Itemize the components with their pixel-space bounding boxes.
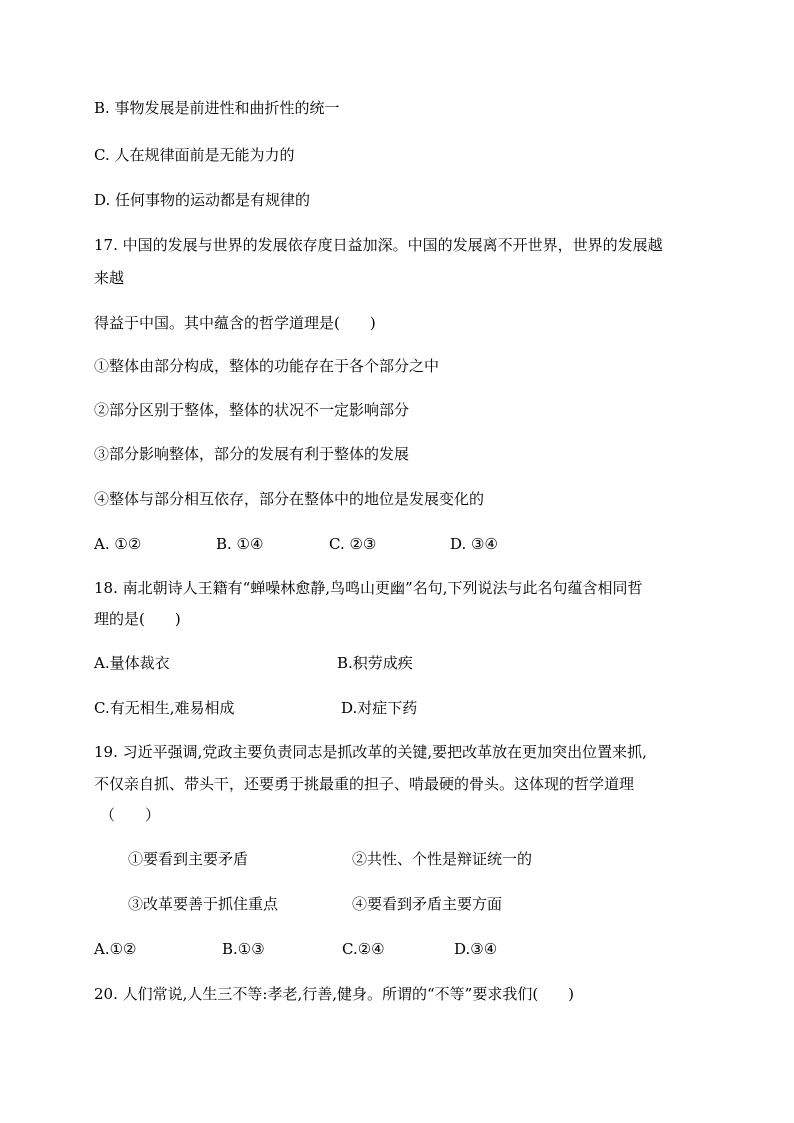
q18-choice-b: B.积劳成疾 (337, 654, 413, 672)
q18-stem-line2: 理的是( ) (94, 610, 181, 628)
q19-choice-d: D.③④ (454, 940, 498, 958)
q17-choice-d: D. ③④ (450, 535, 498, 553)
q17-choice-b: B. ①④ (216, 535, 264, 553)
q18-stem-line1: 18. 南北朝诗人王籍有“蝉噪林愈静,鸟鸣山更幽”名句,下列说法与此名句蕴含相同哲 (94, 579, 643, 597)
q19-statement-1: ①要看到主要矛盾 (128, 850, 249, 868)
q17-stem-line3: 得益于中国。其中蕴含的哲学道理是( ) (94, 314, 376, 332)
q17-choice-a: A. ①② (94, 535, 142, 553)
q17-statement-2: ②部分区别于整体，整体的状况不一定影响部分 (94, 401, 410, 419)
q19-choice-a: A.①② (94, 940, 137, 958)
q17-statement-3: ③部分影响整体，部分的发展有利于整体的发展 (94, 445, 410, 463)
q19-statement-2: ②共性、个性是辩证统一的 (352, 850, 533, 868)
q18-choice-a: A.量体裁衣 (94, 654, 170, 672)
q19-statement-3: ③改革要善于抓住重点 (128, 895, 279, 913)
q17-statement-4: ④整体与部分相互依存，部分在整体中的地位是发展变化的 (94, 490, 485, 508)
q19-stem-line3: （ ） (100, 806, 161, 824)
q20-stem-line1: 20. 人们常说,人生三不等:孝老,行善,健身。所谓的“不等”要求我们( ) (94, 985, 575, 1003)
q19-choice-c: C.②④ (342, 940, 385, 958)
q18-choice-c: C.有无相生,难易相成 (94, 699, 235, 717)
q19-stem-line2: 不仅亲自抓、带头干，还要勇于挑最重的担子、啃最硬的骨头。这体现的哲学道理 (94, 775, 635, 793)
q19-statement-4: ④要看到矛盾主要方面 (352, 895, 503, 913)
q16-option-d: D. 任何事物的运动都是有规律的 (94, 191, 311, 209)
q16-option-c: C. 人在规律面前是无能为力的 (94, 146, 295, 164)
q16-option-b: B. 事物发展是前进性和曲折性的统一 (94, 99, 340, 117)
q17-stem-line2: 来越 (94, 269, 125, 287)
q19-choice-b: B.①③ (222, 940, 265, 958)
q18-choice-d: D.对症下药 (341, 699, 418, 717)
q17-statement-1: ①整体由部分构成，整体的功能存在于各个部分之中 (94, 357, 440, 375)
q17-choice-c: C. ②③ (329, 535, 377, 553)
q17-stem-line1: 17. 中国的发展与世界的发展依存度日益加深。中国的发展离不开世界，世界的发展越 (94, 236, 663, 254)
q19-stem-line1: 19. 习近平强调,党政主要负责同志是抓改革的关键,要把改革放在更加突出位置来抓, (94, 743, 647, 761)
